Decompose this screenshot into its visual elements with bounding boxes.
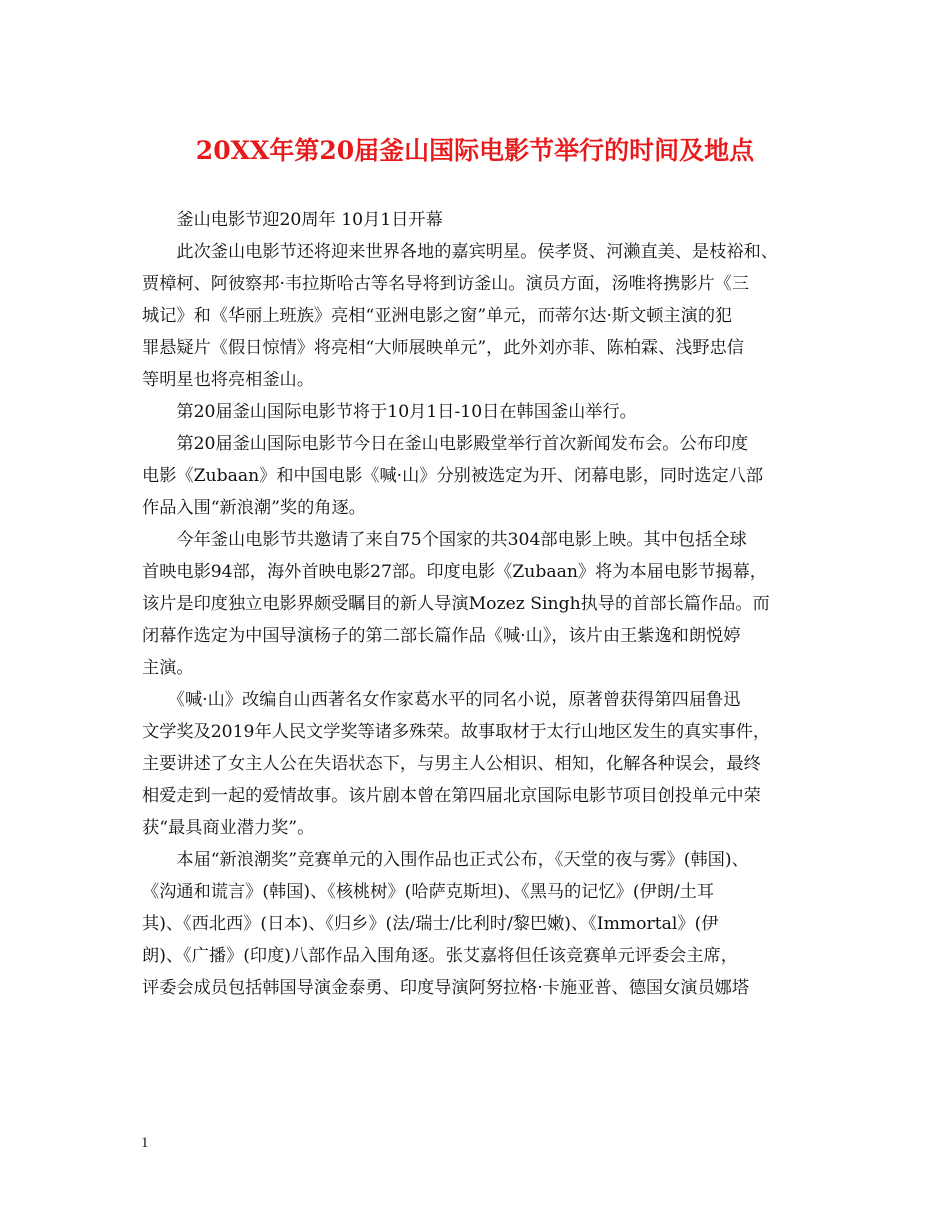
body-line: 罪悬疑片《假日惊情》将亮相“大师展映单元”，此外刘亦菲、陈柏霖、浅野忠信 [142, 338, 744, 358]
document-title: 20XX年第20届釜山国际电影节举行的时间及地点 [195, 136, 755, 165]
body-line: 第20届釜山国际电影节今日在釜山电影殿堂举行首次新闻发布会。公布印度 [142, 434, 749, 454]
body-line: 等明星也将亮相釜山。 [142, 370, 314, 390]
body-line: 第20届釜山国际电影节将于10月1日-10日在韩国釜山举行。 [142, 402, 637, 422]
body-line: 首映电影94部，海外首映电影27部。印度电影《Zubaan》将为本届电影节揭幕， [142, 562, 767, 582]
body-line: 城记》和《华丽上班族》亮相“亚洲电影之窗”单元，而蒂尔达·斯文顿主演的犯 [142, 306, 733, 326]
body-line: 《沟通和谎言》(韩国)、《核桃树》(哈萨克斯坦)、《黑马的记忆》(伊朗/土耳 [142, 882, 715, 902]
body-line: 相爱走到一起的爱情故事。该片剧本曾在第四届北京国际电影节项目创投单元中荣 [142, 786, 761, 806]
body-line: 《喊·山》改编自山西著名女作家葛水平的同名小说，原著曾获得第四届鲁迅 [142, 690, 741, 710]
body-line: 本届“新浪潮奖”竞赛单元的入围作品也正式公布，《天堂的夜与雾》(韩国)、 [142, 850, 749, 870]
body-line: 获“最具商业潜力奖”。 [142, 818, 315, 838]
body-line: 文学奖及2019年人民文学奖等诸多殊荣。故事取材于太行山地区发生的真实事件， [142, 722, 771, 742]
body-line: 闭幕作选定为中国导演杨子的第二部长篇作品《喊·山》，该片由王紫逸和朗悦婷 [142, 626, 741, 646]
body-line: 此次釜山电影节还将迎来世界各地的嘉宾明星。侯孝贤、河濑直美、是枝裕和、 [142, 242, 778, 262]
body-line: 该片是印度独立电影界颇受瞩目的新人导演Mozez Singh执导的首部长篇作品。而 [142, 594, 770, 614]
body-line: 其)、《西北西》(日本)、《归乡》(法/瑞士/比利时/黎巴嫩)、《Immortal》(伊 [142, 914, 719, 934]
body-line: 主要讲述了女主人公在失语状态下，与男主人公相识、相知，化解各种误会，最终 [142, 754, 761, 774]
body-line: 朗)、《广播》(印度)八部作品入围角逐。张艾嘉将但任该竞赛单元评委会主席， [142, 946, 738, 966]
body-line: 电影《Zubaan》和中国电影《喊·山》分别被选定为开、闭幕电影，同时选定八部 [142, 466, 764, 486]
body-line: 作品入围“新浪潮”奖的角逐。 [142, 498, 366, 518]
body-line: 今年釜山电影节共邀请了来自75个国家的共304部电影上映。其中包括全球 [142, 530, 747, 550]
page-number: 1 [141, 1135, 149, 1151]
body-line: 主演。 [142, 658, 194, 678]
body-line: 贾樟柯、阿彼察邦·韦拉斯哈古等名导将到访釜山。演员方面，汤唯将携影片《三 [142, 274, 750, 294]
body-line: 评委会成员包括韩国导演金泰勇、印度导演阿努拉格·卡施亚普、德国女演员娜塔 [142, 978, 750, 998]
body-line: 釜山电影节迎20周年 10月1日开幕 [142, 210, 443, 230]
